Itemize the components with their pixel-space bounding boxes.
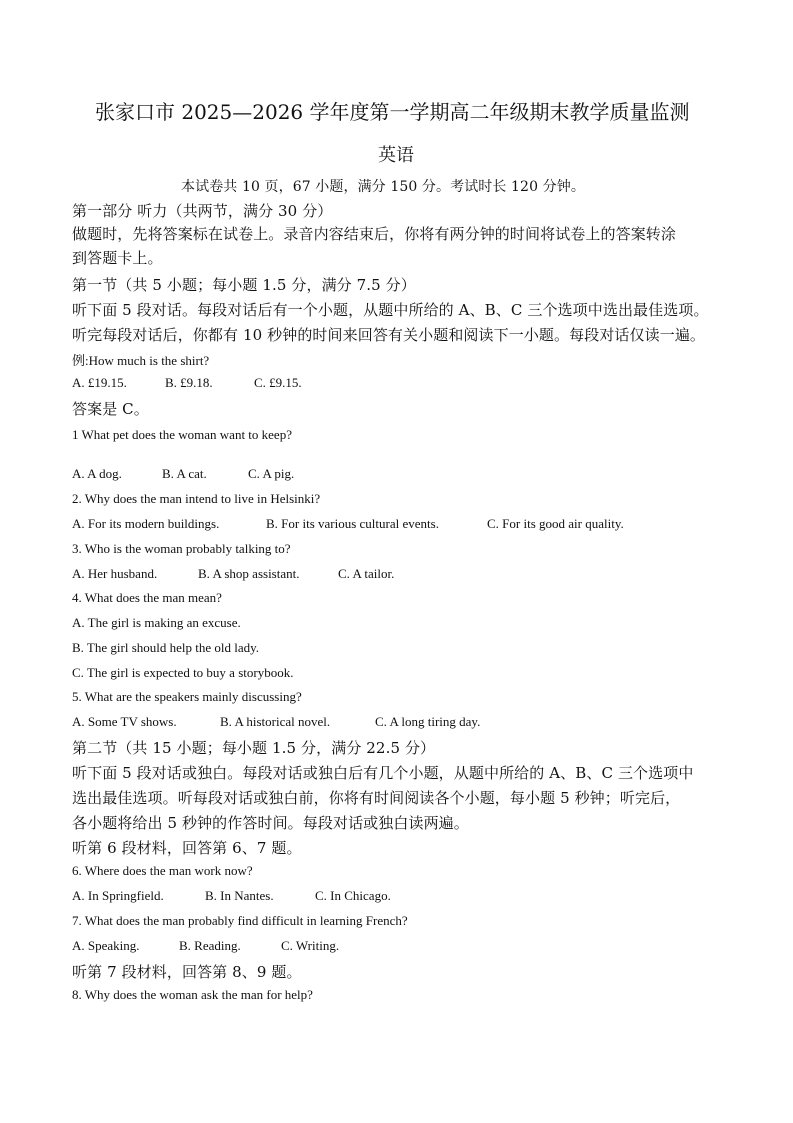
- q6-option-c: C. In Chicago.: [315, 888, 391, 903]
- material-6-heading: 听第 6 段材料，回答第 6、7 题。: [72, 839, 302, 857]
- q7-option-b: B. Reading.: [179, 938, 241, 953]
- section2-instruction-line2: 选出最佳选项。听每段对话或独白前，你将有时间阅读各个小题，每小题 5 秒钟；听完后，: [72, 789, 681, 807]
- q2-option-c: C. For its good air quality.: [487, 516, 624, 531]
- q6-option-b: B. In Nantes.: [205, 888, 274, 903]
- question-6: 6. Where does the man work now?: [72, 863, 253, 878]
- section2-instruction-line1: 听下面 5 段对话或独白。每段对话或独白后有几个小题，从题中所给的 A、B、C 三个选项中: [72, 764, 694, 782]
- section2-heading: 第二节（共 15 小题；每小题 1.5 分，满分 22.5 分）: [72, 739, 436, 757]
- question-3: 3. Who is the woman probably talking to?: [72, 541, 291, 556]
- q5-option-a: A. Some TV shows.: [72, 714, 177, 729]
- page-title: 张家口市 2025—2026 学年度第一学期高二年级期末教学质量监测: [95, 100, 690, 124]
- part1-instruction-line2: 到答题卡上。: [72, 249, 163, 267]
- example-option-b: B. £9.18.: [165, 375, 213, 390]
- question-2: 2. Why does the man intend to live in Helsinki?: [72, 491, 321, 506]
- question-1: 1 What pet does the woman want to keep?: [72, 427, 292, 442]
- material-7-heading: 听第 7 段材料，回答第 8、9 题。: [72, 963, 302, 981]
- q4-option-c: C. The girl is expected to buy a storybook.: [72, 665, 294, 680]
- question-4: 4. What does the man mean?: [72, 590, 222, 605]
- subject-title: 英语: [378, 145, 414, 166]
- section2-instruction-line3: 各小题将给出 5 秒钟的作答时间。每段对话或独白读两遍。: [72, 814, 469, 832]
- q7-option-a: A. Speaking.: [72, 938, 140, 953]
- example-option-a: A. £19.15.: [72, 375, 127, 390]
- q7-option-c: C. Writing.: [281, 938, 340, 953]
- q6-option-a: A. In Springfield.: [72, 888, 164, 903]
- question-5: 5. What are the speakers mainly discussing?: [72, 689, 302, 704]
- q3-option-b: B. A shop assistant.: [198, 566, 300, 581]
- q4-option-a: A. The girl is making an excuse.: [72, 615, 241, 630]
- question-8: 8. Why does the woman ask the man for help?: [72, 987, 313, 1002]
- section1-instruction-line1: 听下面 5 段对话。每段对话后有一个小题，从题中所给的 A、B、C 三个选项中选出最佳选项。: [72, 301, 709, 319]
- q4-option-b: B. The girl should help the old lady.: [72, 640, 260, 655]
- part1-instruction-line1: 做题时，先将答案标在试卷上。录音内容结束后，你将有两分钟的时间将试卷上的答案转涂: [72, 225, 677, 243]
- q5-option-c: C. A long tiring day.: [375, 714, 481, 729]
- q1-option-a: A. A dog.: [72, 466, 122, 481]
- q3-option-a: A. Her husband.: [72, 566, 158, 581]
- q3-option-c: C. A tailor.: [338, 566, 395, 581]
- example-answer: 答案是 C。: [72, 400, 149, 418]
- section1-heading: 第一节（共 5 小题；每小题 1.5 分，满分 7.5 分）: [72, 276, 416, 294]
- question-7: 7. What does the man probably find difficult in learning French?: [72, 913, 408, 928]
- q2-option-b: B. For its various cultural events.: [266, 516, 439, 531]
- example-option-c: C. £9.15.: [254, 375, 302, 390]
- exam-intro: 本试卷共 10 页，67 小题，满分 150 分。考试时长 120 分钟。: [181, 179, 585, 195]
- q2-option-a: A. For its modern buildings.: [72, 516, 220, 531]
- section1-instruction-line2: 听完每段对话后，你都有 10 秒钟的时间来回答有关小题和阅读下一小题。每段对话仅读一遍。: [72, 326, 706, 344]
- q5-option-b: B. A historical novel.: [220, 714, 331, 729]
- example-question: 例:How much is the shirt?: [72, 353, 210, 368]
- q1-option-c: C. A pig.: [248, 466, 295, 481]
- part1-heading: 第一部分 听力（共两节，满分 30 分）: [72, 202, 333, 220]
- q1-option-b: B. A cat.: [162, 466, 207, 481]
